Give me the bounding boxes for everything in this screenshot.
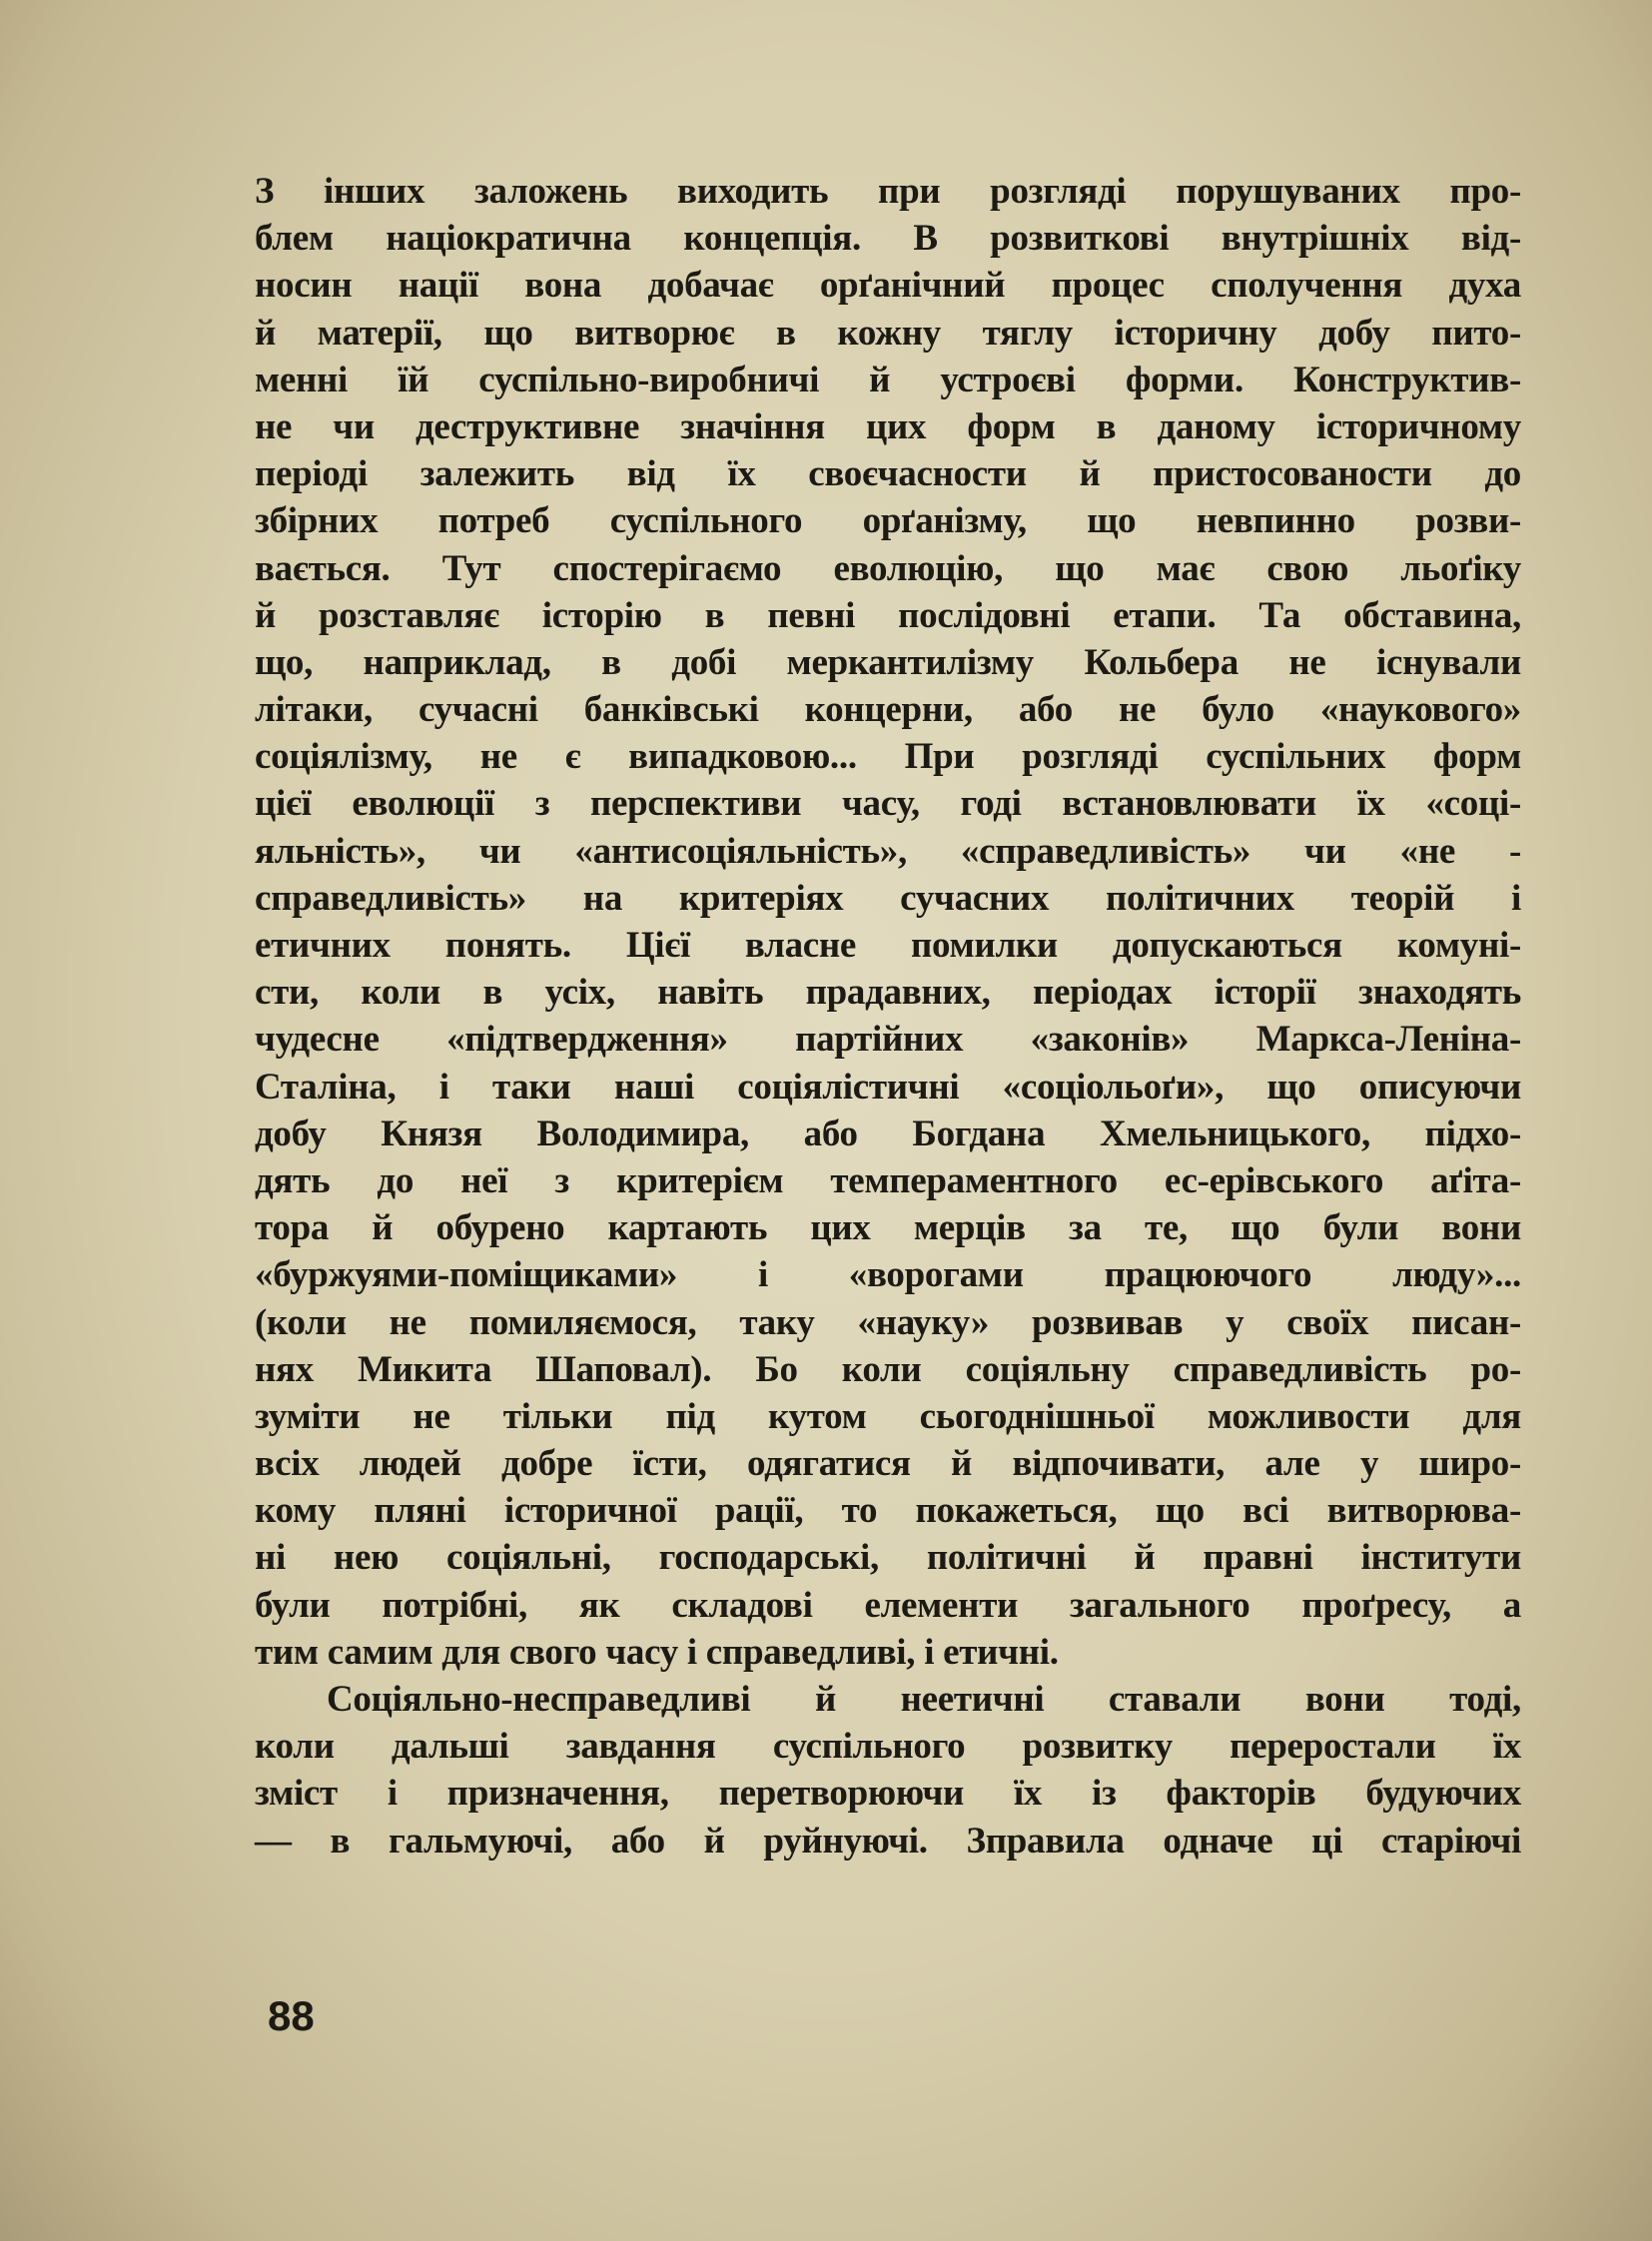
- text-line: кому пляні історичної рації, то покажеться, що всі витворюва-: [255, 1490, 1521, 1532]
- text-line: нях Микита Шаповал). Бо коли соціяльну справедливість ро-: [255, 1348, 1521, 1390]
- text-line: менні їй суспільно-виробничі й устроєві форми. Конструктив-: [255, 359, 1521, 400]
- text-line: блем націократична концепція. В розвиткові внутрішніх від-: [255, 218, 1521, 260]
- text-line: ні нею соціяльні, господарські, політичні й правні інститути: [255, 1537, 1521, 1579]
- text-line: вається. Тут спостерігаємо еволюцію, що має свою льоґіку: [255, 547, 1521, 589]
- text-line: (коли не помиляємося, таку «науку» розвивав у своїх писан-: [255, 1301, 1521, 1343]
- text-line: соціялізму, не є випадковою... При розгляді суспільних форм: [255, 736, 1521, 778]
- text-line: З інших заложень виходить при розгляді порушуваних про-: [255, 171, 1521, 212]
- text-line: «буржуями-поміщиками» і «ворогами працюючого люду»...: [255, 1254, 1521, 1296]
- text-line: тора й обурено картають цих мерців за те, що були вони: [255, 1207, 1521, 1249]
- text-line: дять до неї з критерієм темпераментного ес-ерівського аґіта-: [255, 1159, 1521, 1201]
- text-line: — в гальмуючі, або й руйнуючі. Зправила одначе ці старіючі: [255, 1820, 1521, 1862]
- text-line: збірних потреб суспільного орґанізму, що невпинно розви-: [255, 500, 1521, 542]
- text-line: зуміти не тільки під кутом сьогоднішньої можливости для: [255, 1395, 1521, 1437]
- page-body-text: [255, 168, 1521, 1865]
- text-line: й матерії, що витворює в кожну тяглу історичну добу пито-: [255, 312, 1521, 354]
- text-line: яльність», чи «антисоціяльність», «справедливість» чи «не -: [255, 830, 1521, 872]
- text-line: літаки, сучасні банківські концерни, або не було «наукового»: [255, 689, 1521, 731]
- text-line: цієї еволюції з перспективи часу, годі встановлювати їх «соці-: [255, 783, 1521, 825]
- text-line: Соціяльно-несправедливі й неетичні ставали вони тоді,: [327, 1679, 1521, 1720]
- text-line: Сталіна, і таки наші соціялістичні «соціольоґи», що описуючи: [255, 1066, 1521, 1108]
- text-line: носин нації вона добачає орґанічний процес сполучення духа: [255, 265, 1521, 307]
- text-line: зміст і призначення, перетворюючи їх із факторів будуючих: [255, 1773, 1521, 1815]
- text-line: коли дальші завдання суспільного розвитку переростали їх: [255, 1726, 1521, 1768]
- text-line: справедливість» на критеріях сучасних політичних теорій і: [255, 877, 1521, 919]
- text-line: були потрібні, як складові елементи загального проґресу, а: [255, 1584, 1521, 1626]
- text-line: тим самим для свого часу і справедливі, і етичні.: [255, 1631, 1059, 1673]
- text-line: всіх людей добре їсти, одягатися й відпочивати, але у широ-: [255, 1443, 1521, 1485]
- text-line: що, наприклад, в добі меркантилізму Кольбера не існували: [255, 641, 1521, 683]
- page-number: 88: [268, 1992, 315, 2039]
- text-line: етичних понять. Цієї власне помилки допускаються комуні-: [255, 925, 1521, 966]
- text-line: чудесне «підтвердження» партійних «законів» Маркса-Леніна-: [255, 1019, 1521, 1061]
- text-line: добу Князя Володимира, або Богдана Хмельницького, підхо-: [255, 1113, 1521, 1154]
- text-line: періоді залежить від їх своєчасности й пристосованости до: [255, 453, 1521, 495]
- text-line: й розставляє історію в певні послідовні етапи. Та обставина,: [255, 594, 1521, 636]
- text-line: сти, коли в усіх, навіть прадавних, періодах історії знаходять: [255, 972, 1521, 1014]
- text-line: не чи деструктивне значіння цих форм в даному історичному: [255, 405, 1521, 447]
